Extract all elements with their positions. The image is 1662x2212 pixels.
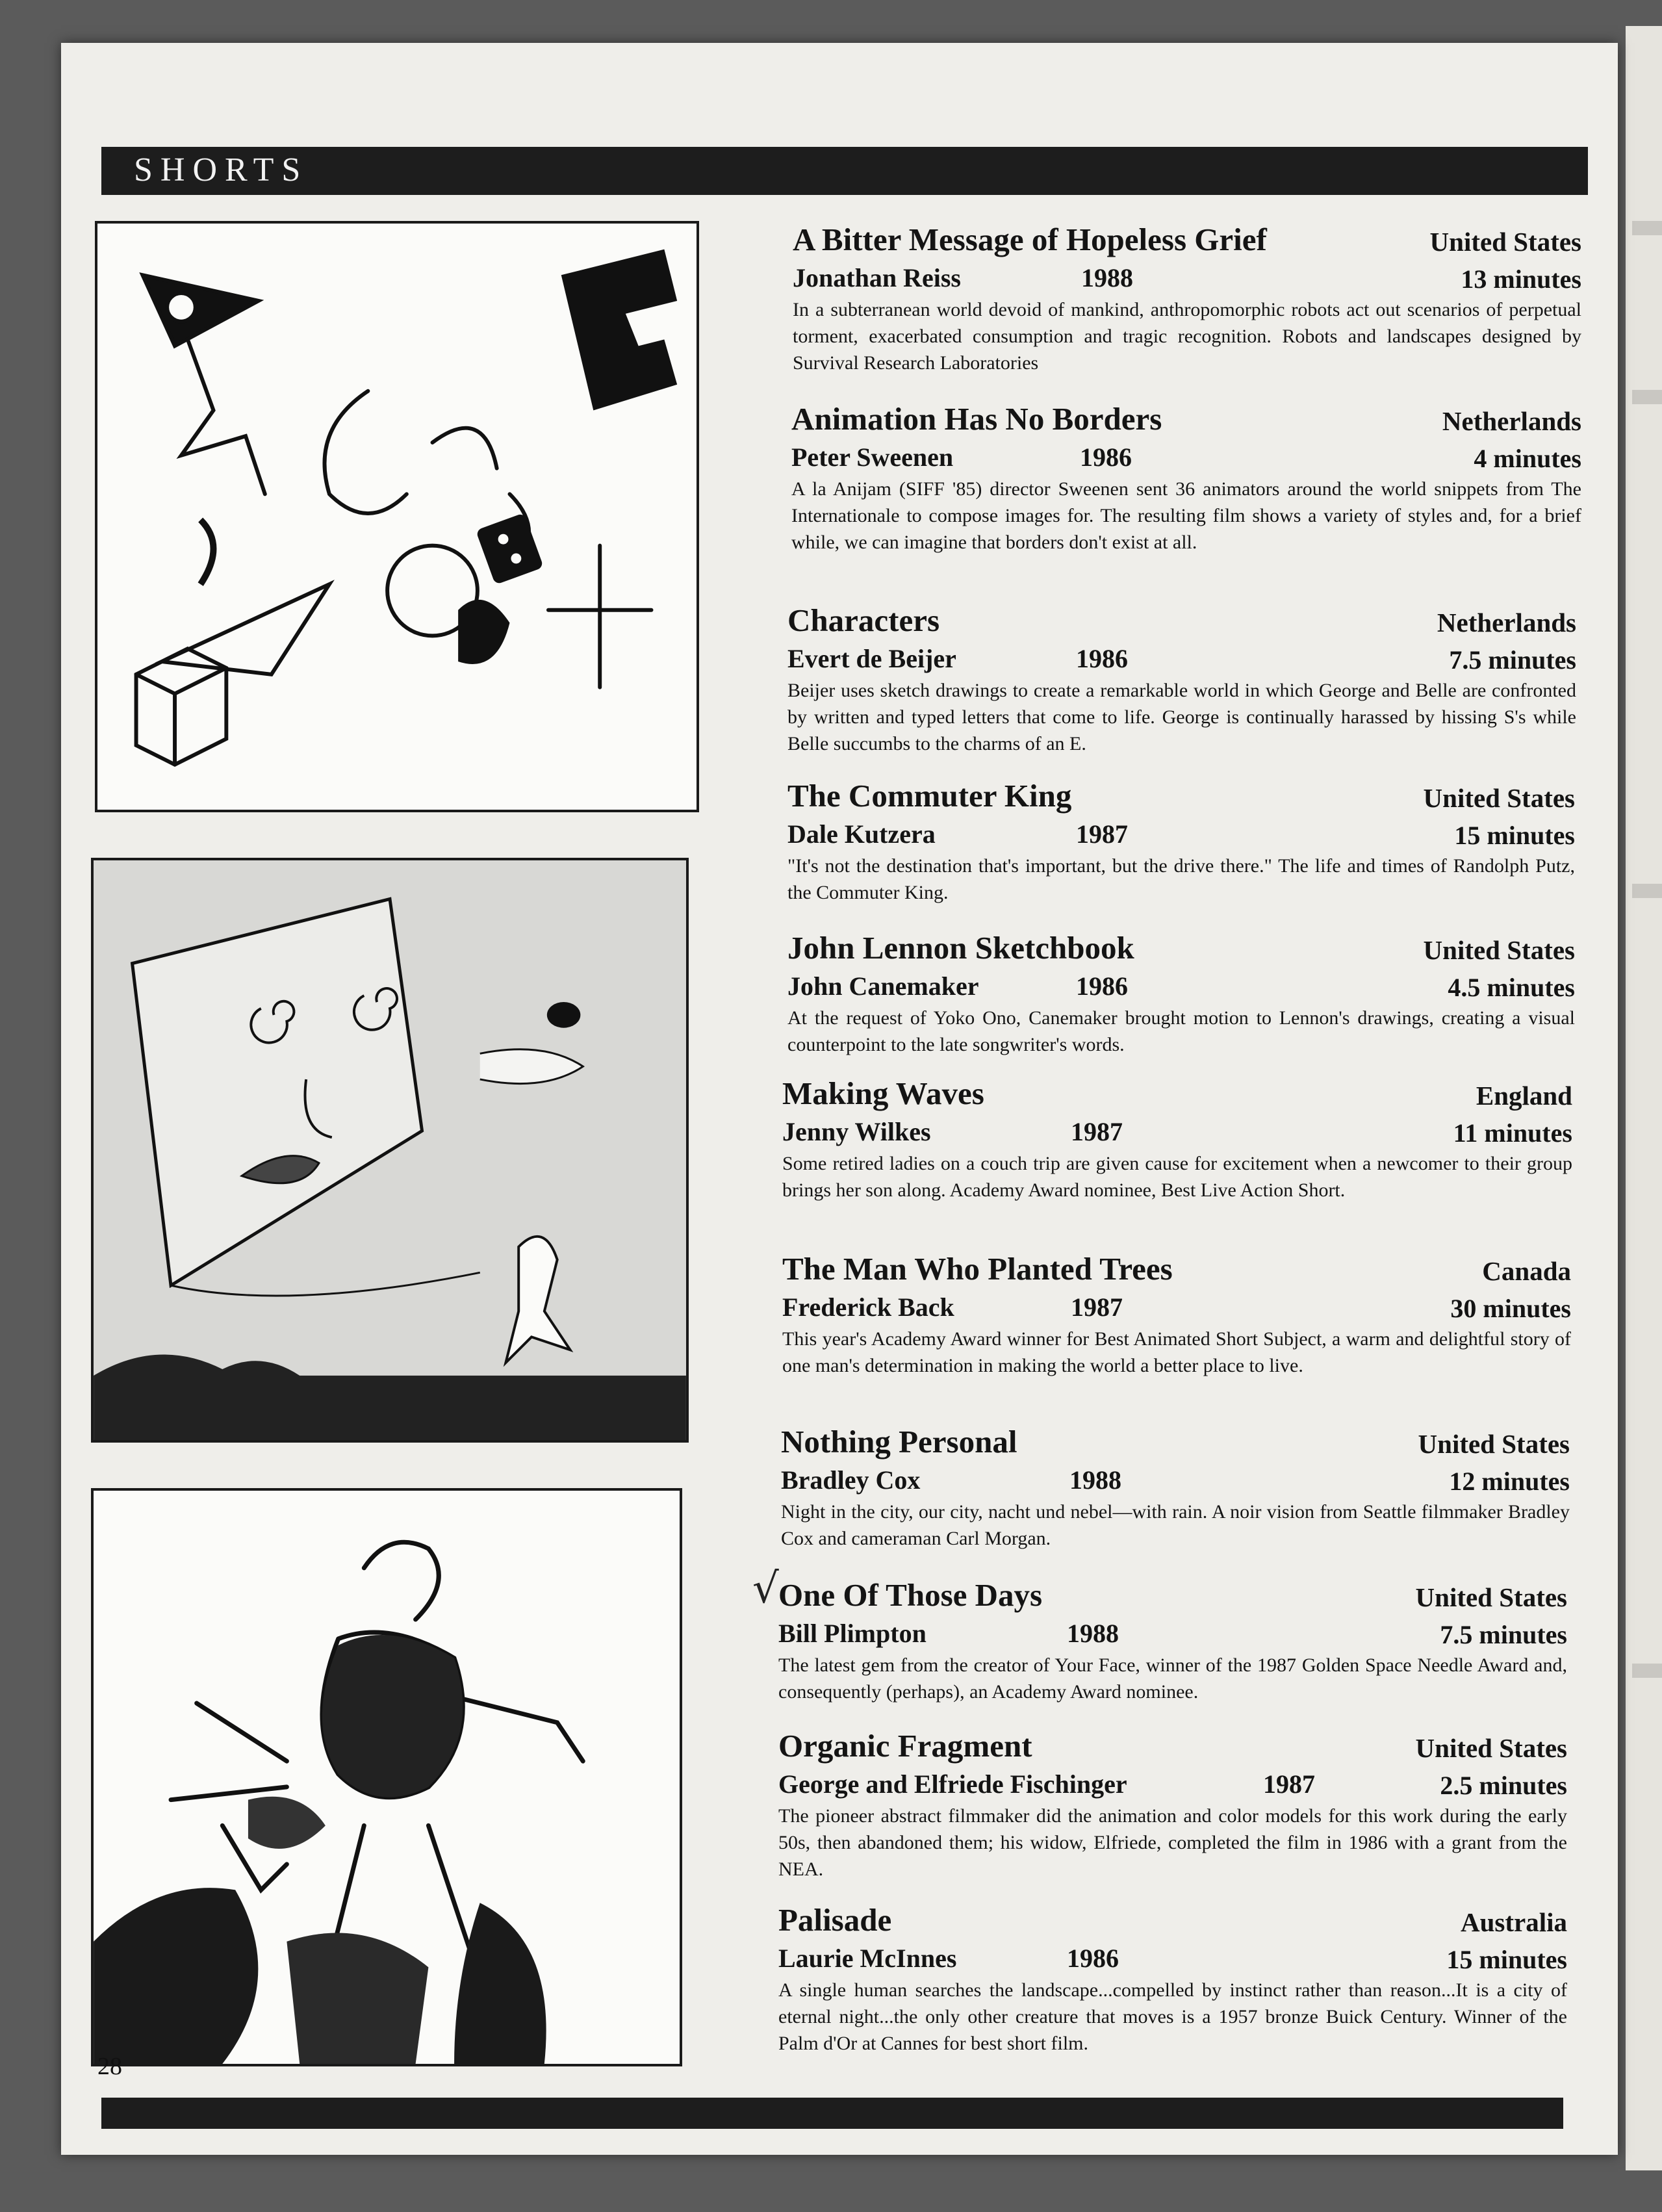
kite-face-drawing: [94, 860, 686, 1440]
film-title: Characters: [787, 602, 940, 638]
film-country: Netherlands: [1442, 406, 1581, 436]
film-runtime: 11 minutes: [1453, 1118, 1572, 1148]
film-title: A Bitter Message of Hopeless Grief: [793, 222, 1267, 257]
film-director: Jenny Wilkes: [782, 1117, 931, 1146]
film-director: George and Elfriede Fischinger: [778, 1769, 1127, 1799]
film-description: Some retired ladies on a couch trip are given cause for excitement when a newcomer to their group brings her son along. Academy Award nominee, Best Live Action Short.: [782, 1153, 1572, 1201]
film-director: Bill Plimpton: [778, 1619, 927, 1648]
letters-drawing: [97, 224, 697, 810]
film-year: 1988: [1081, 263, 1133, 292]
film-runtime: 12 minutes: [1449, 1467, 1570, 1496]
film-year: 1986: [1076, 644, 1128, 673]
film-year: 1987: [1263, 1769, 1315, 1799]
page-number: 28: [97, 2053, 122, 2080]
film-title: Nothing Personal: [781, 1424, 1017, 1460]
film-year: 1988: [1067, 1619, 1119, 1648]
creature-drawing: [94, 1491, 680, 2064]
film-title: Organic Fragment: [778, 1728, 1032, 1764]
illustration-letters: [95, 221, 699, 812]
film-description: The pioneer abstract filmmaker did the animation and color models for this work during the early 50s, then abandoned them; his widow, Elfriede, completed the film in 1986 with a grant from the NEA.: [778, 1805, 1567, 1880]
film-runtime: 13 minutes: [1461, 264, 1581, 294]
film-runtime: 4 minutes: [1474, 444, 1581, 473]
film-country: England: [1476, 1081, 1572, 1111]
section-title: SHORTS: [134, 151, 309, 188]
film-runtime: 15 minutes: [1454, 821, 1575, 850]
film-title: Palisade: [778, 1902, 892, 1938]
film-runtime: 2.5 minutes: [1440, 1771, 1567, 1800]
film-description: A la Anijam (SIFF '85) director Sweenen sent 36 animators around the world snippets from The Internationale to compose images for. The resulting film shows a variety of styles and, for a brief while, we can imagine that borders don't exist at all.: [791, 478, 1581, 553]
handwritten-checkmark: √: [752, 1565, 779, 1613]
film-description: Beijer uses sketch drawings to create a remarkable world in which George and Belle are confronted by written and typed letters that come to life. George is continually harassed by hissing S's while Belle succumbs to the charms of an E.: [787, 680, 1576, 754]
film-country: Australia: [1461, 1907, 1567, 1937]
film-description: In a subterranean world devoid of mankind, anthropomorphic robots act out scenarios of perpetual torment, exacerbated consumption and tragic recognition. Robots and landscapes designed by Survival Research Laboratories: [793, 299, 1581, 374]
film-director: Jonathan Reiss: [793, 263, 961, 292]
film-year: 1987: [1071, 1117, 1123, 1146]
footer-bar: [101, 2098, 1563, 2129]
film-country: United States: [1423, 783, 1575, 813]
film-director: John Canemaker: [787, 971, 979, 1001]
section-header-bar: [101, 147, 1588, 195]
film-year: 1987: [1076, 819, 1128, 849]
film-country: Canada: [1482, 1256, 1571, 1286]
film-year: 1986: [1076, 971, 1128, 1001]
film-director: Evert de Beijer: [787, 644, 956, 673]
film-title: Animation Has No Borders: [791, 401, 1162, 437]
film-title: John Lennon Sketchbook: [787, 930, 1134, 966]
film-description: This year's Academy Award winner for Best Animated Short Subject, a warm and delightful story of one man's determination in making the world a better place to live.: [782, 1328, 1571, 1376]
film-director: Frederick Back: [782, 1292, 954, 1322]
film-country: United States: [1415, 1582, 1567, 1612]
film-description: A single human searches the landscape...compelled by instinct rather than reason...It is a city of eternal night...the only other creature that moves is a 1957 bronze Buick Century. Winner of the Palm d'Or at Cannes for best short film.: [778, 1979, 1567, 2054]
film-runtime: 4.5 minutes: [1448, 973, 1575, 1002]
film-year: 1986: [1080, 443, 1132, 472]
film-description: The latest gem from the creator of Your Face, winner of the 1987 Golden Space Needle Award and, consequently (perhaps), an Academy Award nominee.: [778, 1654, 1567, 1703]
illustration-kite-face: [91, 858, 689, 1443]
film-director: Peter Sweenen: [791, 443, 954, 472]
film-country: United States: [1418, 1429, 1570, 1459]
illustration-creature: [91, 1488, 682, 2066]
film-title: The Commuter King: [787, 778, 1072, 814]
adjacent-page-edge: [1626, 26, 1662, 2170]
film-country: United States: [1429, 227, 1581, 257]
film-runtime: 30 minutes: [1450, 1294, 1571, 1323]
film-description: "It's not the destination that's important, but the drive there." The life and times of Randolph Putz, the Commuter King.: [787, 855, 1575, 903]
film-runtime: 7.5 minutes: [1440, 1620, 1567, 1649]
film-director: Dale Kutzera: [787, 819, 936, 849]
film-title: The Man Who Planted Trees: [782, 1251, 1173, 1287]
film-title: Making Waves: [782, 1075, 984, 1111]
film-country: United States: [1423, 935, 1575, 965]
film-country: Netherlands: [1437, 608, 1576, 637]
film-title: One Of Those Days: [778, 1577, 1043, 1613]
film-year: 1988: [1069, 1465, 1121, 1495]
film-director: Laurie McInnes: [778, 1944, 957, 1973]
film-description: At the request of Yoko Ono, Canemaker brought motion to Lennon's drawings, creating a visual counterpoint to the late songwriter's words.: [787, 1007, 1575, 1055]
film-runtime: 15 minutes: [1446, 1945, 1567, 1974]
film-description: Night in the city, our city, nacht und nebel—with rain. A noir vision from Seattle filmmaker Bradley Cox and cameraman Carl Morgan.: [781, 1501, 1570, 1549]
film-director: Bradley Cox: [781, 1465, 921, 1495]
film-year: 1986: [1067, 1944, 1119, 1973]
film-year: 1987: [1071, 1292, 1123, 1322]
film-runtime: 7.5 minutes: [1449, 645, 1576, 675]
film-country: United States: [1415, 1733, 1567, 1763]
